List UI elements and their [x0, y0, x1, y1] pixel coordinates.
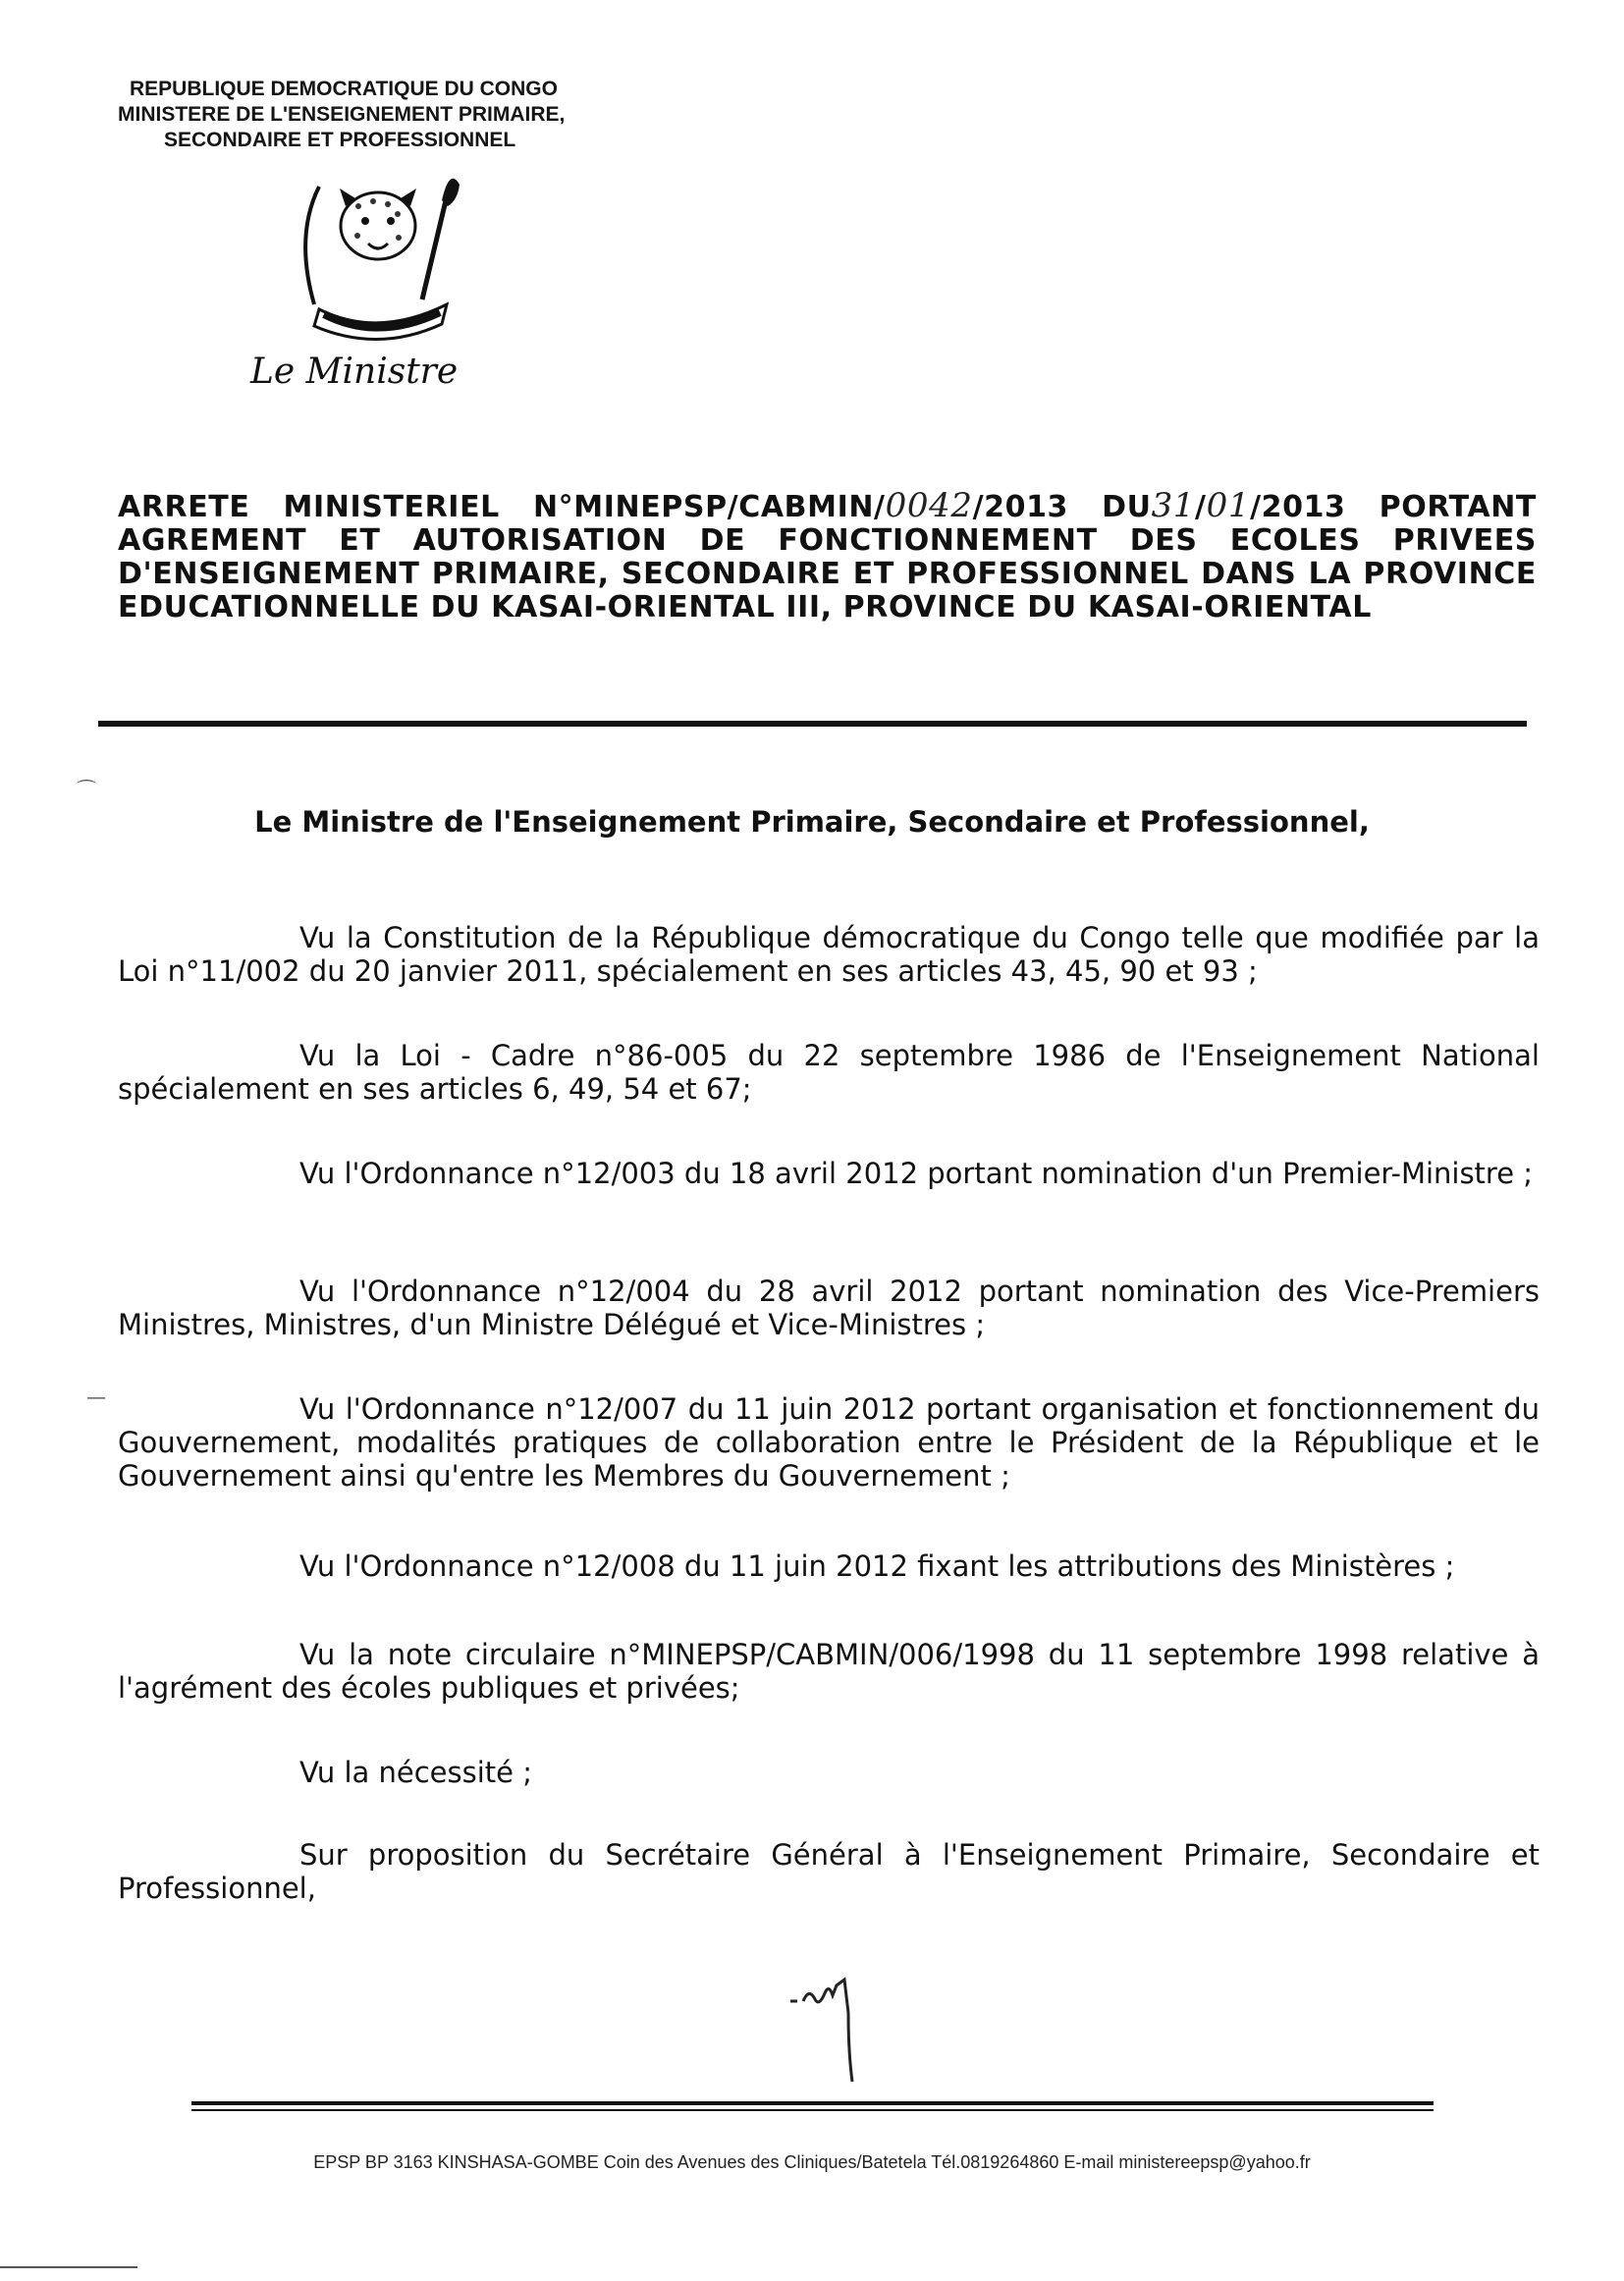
decree-title-prefix: ARRETE MINISTERIEL N°MINEPSP/CABMIN/: [118, 490, 886, 524]
footer-divider-thin: [191, 2109, 1434, 2111]
minister-signature-title: Le Ministre: [250, 352, 459, 392]
paragraph-note-circulaire: Vu la note circulaire n°MINEPSP/CABMIN/006/1998 du 11 septembre 1998 relative à l'agrément des écoles publiques et privées;: [118, 1638, 1540, 1705]
paragraph-ordonnance-003: Vu l'Ordonnance n°12/003 du 18 avril 2012 portant nomination d'un Premier-Ministre ;: [299, 1157, 1534, 1190]
paragraph-ordonnance-007: Vu l'Ordonnance n°12/007 du 11 juin 2012 portant organisation et fonctionnement du Gouvernement, modalités pratiques de collaboration entre le Président de la République et le Gouvernement ainsi qu'entre les Membres du Gouvernement ;: [118, 1392, 1540, 1493]
decree-year: /2013 DU: [972, 490, 1152, 524]
paragraph-constitution: Vu la Constitution de la République démocratique du Congo telle que modifiée par la Loi n°11/002 du 20 janvier 2011, spécialement en ses articles 43, 45, 90 et 93 ;: [118, 921, 1540, 988]
decree-title-rest: /2013 PORTANT AGREMENT ET AUTORISATION DE FONCTIONNEMENT DES ECOLES PRIVEES D'ENSEIGNEMENT PRIMAIRE, SECONDAIRE ET PROFESSIONNEL DANS LA PROVINCE EDUCATIONNELLE DU KASAI-ORIENTAL III, PROVINCE DU KASAI-ORIENTAL: [118, 490, 1537, 625]
paragraph-ordonnance-004: Vu l'Ordonnance n°12/004 du 28 avril 2012 portant nomination des Vice-Premiers Ministres, Ministres, d'un Ministre Délégué et Vice-Ministres ;: [118, 1275, 1540, 1341]
decree-month-handwritten: 01: [1206, 486, 1251, 525]
margin-mark-2: —: [86, 1385, 106, 1408]
decree-title: [118, 486, 1537, 625]
initials-signature-icon: [785, 1974, 884, 2091]
letterhead: [118, 77, 727, 153]
letterhead-ministry: MINISTERE DE L'ENSEIGNEMENT PRIMAIRE,: [118, 103, 566, 126]
date-separator: /: [1195, 490, 1207, 524]
paragraph-ordonnance-008: Vu l'Ordonnance n°12/008 du 11 juin 2012 fixant les attributions des Ministères ;: [299, 1549, 1455, 1583]
scan-artifact: [0, 2266, 137, 2268]
footer-address: EPSP BP 3163 KINSHASA-GOMBE Coin des Avenues des Cliniques/Batetela Tél.0819264860 E-mail ministereepsp@yahoo.fr: [313, 2152, 1311, 2172]
decree-number-handwritten: 0042: [885, 486, 973, 525]
paragraph-loi-cadre: Vu la Loi - Cadre n°86-005 du 22 septembre 1986 de l'Enseignement National spécialement en ses articles 6, 49, 54 et 67;: [118, 1039, 1540, 1106]
margin-mark: ⌒: [77, 778, 96, 801]
footer-divider: [191, 2101, 1434, 2105]
coat-of-arms-icon: [275, 167, 491, 353]
paragraph-necessite: Vu la nécessité ;: [299, 1756, 532, 1789]
letterhead-country: REPUBLIQUE DEMOCRATIQUE DU CONGO: [130, 78, 558, 100]
preamble: Le Ministre de l'Enseignement Primaire, Secondaire et Professionnel,: [254, 805, 1370, 839]
paragraph-proposition: Sur proposition du Secrétaire Général à l'Enseignement Primaire, Secondaire et Professionnel,: [118, 1838, 1540, 1905]
decree-day-handwritten: 31: [1151, 486, 1196, 525]
letterhead-ministry-cont: SECONDAIRE ET PROFESSIONNEL: [164, 129, 516, 151]
title-divider: [98, 721, 1527, 727]
